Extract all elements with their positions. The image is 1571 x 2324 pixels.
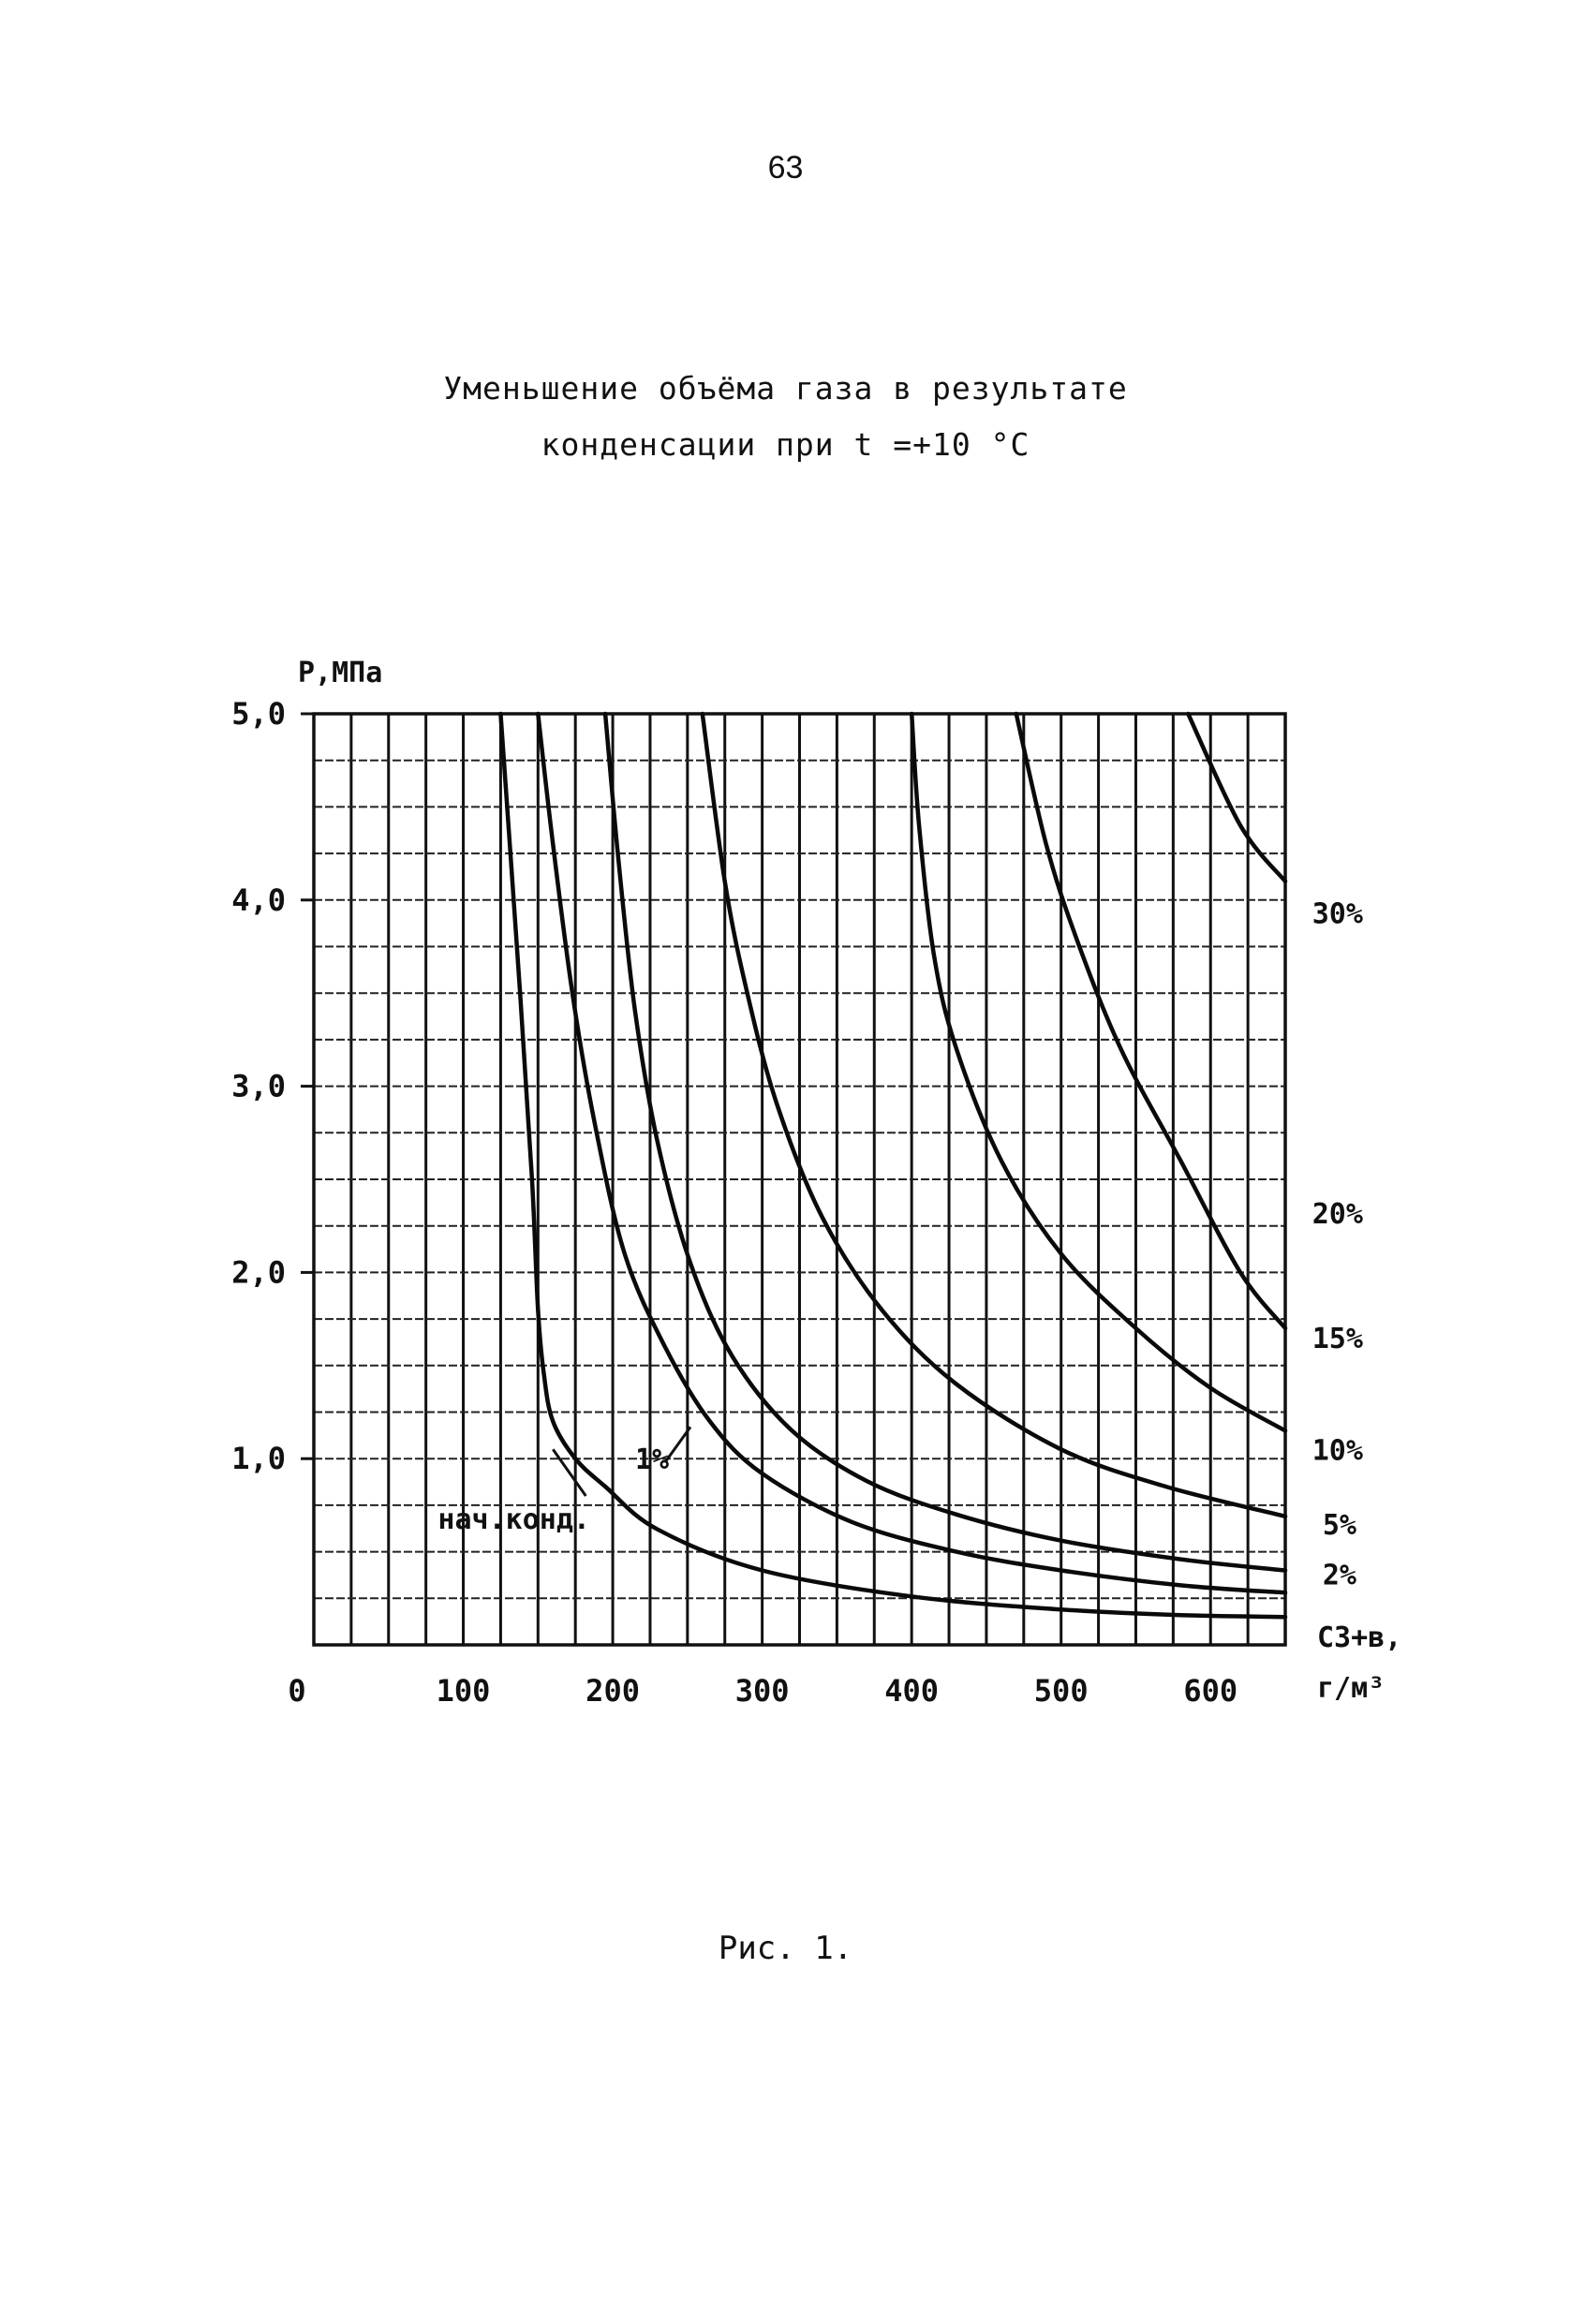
curve-label: 2% — [1322, 1559, 1357, 1592]
curve-label: нач.конд. — [437, 1502, 590, 1536]
y-tick-label: 2,0 — [231, 1254, 286, 1291]
series-lines — [500, 714, 1285, 1617]
figure-caption: Рис. 1. — [718, 1930, 853, 1967]
curve-label: 1% — [635, 1443, 670, 1477]
y-tick-label: 1,0 — [231, 1441, 286, 1477]
y-tick-label: 5,0 — [231, 696, 286, 732]
series-line-2 — [605, 714, 1285, 1571]
x-axis-label-line1: С3+в, — [1317, 1621, 1402, 1654]
x-tick-label: 100 — [436, 1673, 491, 1709]
x-tick-label: 600 — [1183, 1673, 1238, 1709]
curve-label: 15% — [1312, 1322, 1363, 1355]
curve-label: 20% — [1312, 1197, 1363, 1231]
y-tick-label: 3,0 — [231, 1068, 286, 1104]
x-tick-label: 500 — [1033, 1673, 1089, 1709]
series-line-3 — [703, 714, 1285, 1517]
curve-label: 5% — [1322, 1508, 1357, 1542]
x-tick-label: 0 — [288, 1673, 306, 1709]
y-axis-label: Р,МПа — [298, 657, 383, 689]
chart-title-line1: Уменьшение объёма газа в результате — [443, 370, 1128, 407]
x-tick-label: 300 — [734, 1673, 790, 1709]
curve-label: 30% — [1312, 897, 1363, 931]
page-number: 63 — [767, 150, 804, 185]
leader-line — [553, 1449, 585, 1496]
curve-label: 10% — [1312, 1434, 1363, 1468]
chart-title-line2: конденсации при t =+10 °C — [541, 426, 1030, 463]
x-axis-label-line2: г/м³ — [1317, 1672, 1386, 1705]
y-tick-label: 4,0 — [231, 881, 286, 918]
x-tick-label: 200 — [585, 1673, 640, 1709]
x-tick-label: 400 — [884, 1673, 940, 1709]
series-line-6 — [1188, 714, 1285, 881]
